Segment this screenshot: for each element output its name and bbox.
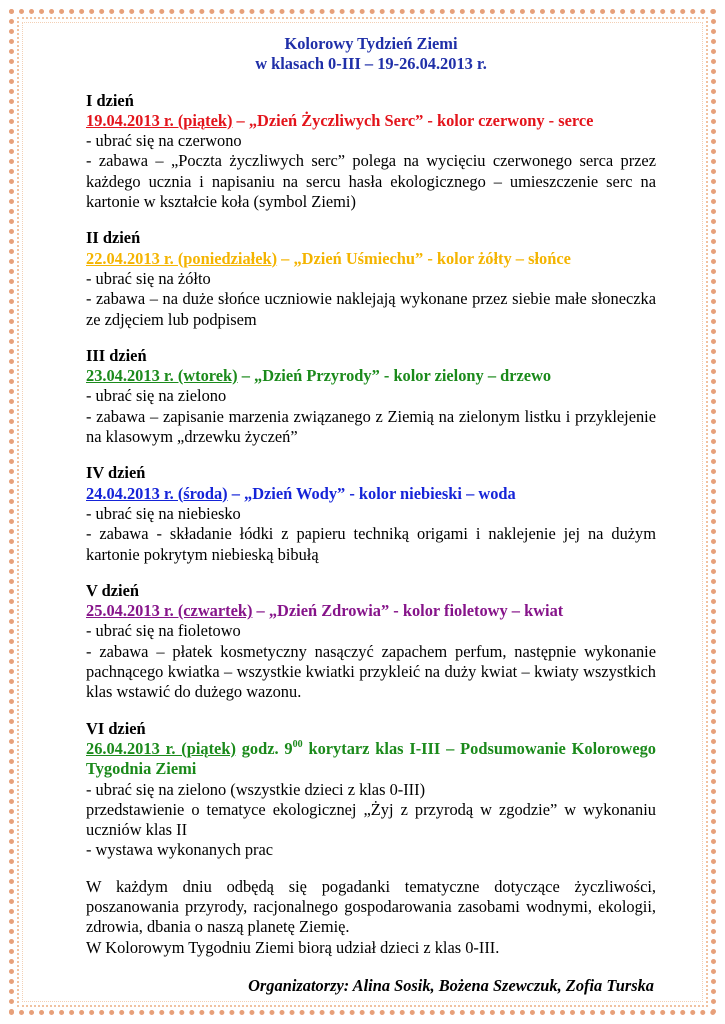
day-theme: – „Dzień Zdrowia” - kolor fioletowy – kwiat (252, 601, 564, 621)
day-section-2 (86, 228, 656, 329)
day-section-3 (86, 346, 656, 447)
day-section-4 (86, 463, 656, 564)
day-date: 24.04.2013 r. (środa) (86, 483, 228, 503)
document-title (86, 34, 656, 75)
day-line: - zabawa - składanie łódki z papieru techniką origami i naklejenie jej na dużym kartonie pokrytym niebieską bibułą (86, 524, 656, 564)
day-heading (86, 249, 656, 269)
title-line-1: Kolorowy Tydzień Ziemi (284, 34, 458, 53)
day-line: - ubrać się na czerwono (86, 131, 242, 151)
day-label: I dzień (86, 90, 134, 110)
day-theme-minutes: 00 (292, 738, 303, 750)
summary-paragraph: W każdym dniu odbędą się pogadanki tematyczne dotyczące życzliwości, poszanowania przyrody, racjonalnego gospodarowania zasobami wodnymi, ekologii, zdrowia, dbania o naszą planetę Ziemię. (86, 876, 656, 937)
day-line: - ubrać się na zielono (86, 386, 227, 406)
day-line: - zabawa – na duże słońce uczniowie naklejają wykonane przez siebie małe słoneczka ze zdjęciem lub podpisem (86, 289, 656, 329)
day-theme: – „Dzień Wody” - kolor niebieski – woda (227, 483, 516, 503)
day-date: 19.04.2013 r. (piątek) (86, 110, 233, 130)
summary (86, 877, 656, 958)
day-line: przedstawienie o tematyce ekologicznej „Żyj z przyrodą w zgodzie” w wykonaniu uczniów klas II (86, 799, 656, 840)
title-line-2: w klasach 0-III – 19-26.04.2013 r. (255, 54, 487, 74)
day-heading (86, 484, 656, 504)
day-line: - zabawa – zapisanie marzenia związanego z Ziemią na zielonym listku i przyklejenie na klasowym „drzewku życzeń” (86, 406, 656, 447)
day-section-6 (86, 719, 656, 861)
day-section-5 (86, 581, 656, 703)
day-label: II dzień (86, 228, 141, 248)
day-heading (86, 739, 656, 780)
day-theme: – „Dzień Uśmiechu” - kolor żółty – słońce (277, 248, 571, 268)
day-line: - zabawa – „Poczta życzliwych serc” polega na wycięciu czerwonego serca przez każdego ucznia i napisaniu na sercu hasła ekologicznego – umieszczenie serc na kartonie w kształcie koła (symbol Ziemi) (86, 151, 656, 212)
day-line: - ubrać się na zielono (wszystkie dzieci z klas 0-III) (86, 779, 426, 799)
day-heading (86, 111, 656, 131)
day-date: 26.04.2013 r. (piątek) (86, 738, 236, 758)
day-date: 22.04.2013 r. (poniedziałek) (86, 248, 278, 268)
day-theme: korytarz klas I-III – Podsumowanie Kolorowego Tygodnia Ziemi (86, 738, 656, 779)
document-body (86, 34, 656, 996)
day-theme-time: godz. 9 (235, 738, 293, 758)
day-label: IV dzień (86, 463, 146, 483)
day-line: - ubrać się na żółto (86, 268, 211, 288)
day-section-1 (86, 91, 656, 213)
organizers: Organizatorzy: Alina Sosik, Bożena Szewczuk, Zofia Turska (248, 975, 654, 995)
day-label: V dzień (86, 580, 139, 600)
day-line: - wystawa wykonanych prac (86, 840, 274, 860)
day-heading (86, 601, 656, 621)
day-heading (86, 366, 656, 386)
summary-paragraph: W Kolorowym Tygodniu Ziemi biorą udział dzieci z klas 0-III. (86, 937, 500, 957)
day-label: III dzień (86, 345, 147, 365)
day-line: - zabawa – płatek kosmetyczny nasączyć zapachem perfum, następnie wykonanie pachnącego kwiatka – wszystkie kwiatki przykleić na duży kwiat – kwiaty wszystkich klas wstawić do dużego wazonu. (86, 641, 656, 702)
day-theme: – „Dzień Przyrody” - kolor zielony – drzewo (237, 366, 552, 386)
day-line: - ubrać się na niebiesko (86, 503, 241, 523)
day-date: 23.04.2013 r. (wtorek) (86, 366, 238, 386)
day-theme: – „Dzień Życzliwych Serc” - kolor czerwony - serce (232, 110, 594, 130)
day-label: VI dzień (86, 718, 146, 738)
day-date: 25.04.2013 r. (czwartek) (86, 601, 253, 621)
day-line: - ubrać się na fioletowo (86, 621, 241, 641)
